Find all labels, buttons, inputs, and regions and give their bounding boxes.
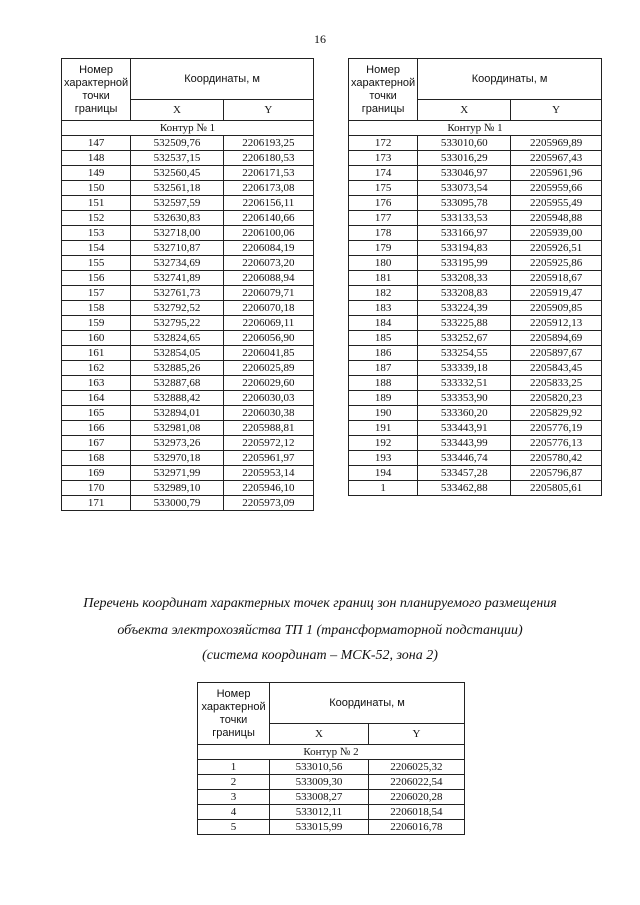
y-coordinate-cell: 2205805,61 bbox=[511, 481, 602, 496]
point-number-cell: 171 bbox=[62, 496, 131, 511]
x-coordinate-cell: 533443,99 bbox=[418, 436, 511, 451]
point-number-cell: 192 bbox=[349, 436, 418, 451]
table-row bbox=[198, 805, 465, 820]
table-row bbox=[349, 181, 602, 196]
y-coordinate-cell: 2205925,86 bbox=[511, 256, 602, 271]
x-coordinate-cell: 532970,18 bbox=[131, 451, 224, 466]
x-coordinate-cell: 533016,29 bbox=[418, 151, 511, 166]
x-coordinate-cell: 533446,74 bbox=[418, 451, 511, 466]
point-number-cell: 151 bbox=[62, 196, 131, 211]
point-number-cell: 183 bbox=[349, 301, 418, 316]
y-coordinate-cell: 2205953,14 bbox=[223, 466, 313, 481]
header-x: X bbox=[418, 100, 511, 121]
coordinates-table-left bbox=[61, 58, 314, 511]
point-number-cell: 153 bbox=[62, 226, 131, 241]
table-row bbox=[349, 421, 602, 436]
point-number-cell: 186 bbox=[349, 346, 418, 361]
header-coordinates: Координаты, м bbox=[418, 59, 602, 100]
x-coordinate-cell: 532854,05 bbox=[131, 346, 224, 361]
header-y: Y bbox=[223, 100, 313, 121]
x-coordinate-cell: 532710,87 bbox=[131, 241, 224, 256]
x-coordinate-cell: 533195,99 bbox=[418, 256, 511, 271]
x-coordinate-cell: 533332,51 bbox=[418, 376, 511, 391]
y-coordinate-cell: 2205796,87 bbox=[511, 466, 602, 481]
table-row bbox=[349, 211, 602, 226]
header-y: Y bbox=[511, 100, 602, 121]
x-coordinate-cell: 532537,15 bbox=[131, 151, 224, 166]
x-coordinate-cell: 533046,97 bbox=[418, 166, 511, 181]
table-row bbox=[62, 256, 314, 271]
y-coordinate-cell: 2206140,66 bbox=[223, 211, 313, 226]
x-coordinate-cell: 532792,52 bbox=[131, 301, 224, 316]
point-number-cell: 188 bbox=[349, 376, 418, 391]
table-row bbox=[349, 361, 602, 376]
y-coordinate-cell: 2205897,67 bbox=[511, 346, 602, 361]
table-row bbox=[349, 481, 602, 496]
table-row bbox=[62, 226, 314, 241]
x-coordinate-cell: 533008,27 bbox=[270, 790, 369, 805]
x-coordinate-cell: 532761,73 bbox=[131, 286, 224, 301]
y-coordinate-cell: 2205969,89 bbox=[511, 136, 602, 151]
point-number-cell: 148 bbox=[62, 151, 131, 166]
x-coordinate-cell: 533095,78 bbox=[418, 196, 511, 211]
x-coordinate-cell: 532509,76 bbox=[131, 136, 224, 151]
point-number-cell: 158 bbox=[62, 301, 131, 316]
point-number-cell: 181 bbox=[349, 271, 418, 286]
point-number-cell: 167 bbox=[62, 436, 131, 451]
x-coordinate-cell: 532560,45 bbox=[131, 166, 224, 181]
x-coordinate-cell: 533010,60 bbox=[418, 136, 511, 151]
header-point-number: Номер характерной точки границы bbox=[349, 59, 418, 121]
point-number-cell: 182 bbox=[349, 286, 418, 301]
y-coordinate-cell: 2206025,32 bbox=[368, 760, 464, 775]
y-coordinate-cell: 2206020,28 bbox=[368, 790, 464, 805]
x-coordinate-cell: 533133,53 bbox=[418, 211, 511, 226]
header-y: Y bbox=[368, 724, 464, 745]
table-row bbox=[62, 361, 314, 376]
x-coordinate-cell: 533252,67 bbox=[418, 331, 511, 346]
y-coordinate-cell: 2206069,11 bbox=[223, 316, 313, 331]
caption-line-1: Перечень координат характерных точек границ зон планируемого размещения bbox=[83, 596, 557, 611]
point-number-cell: 163 bbox=[62, 376, 131, 391]
table-row bbox=[62, 196, 314, 211]
table-row bbox=[349, 286, 602, 301]
table-row bbox=[198, 820, 465, 835]
page-number: 16 bbox=[314, 32, 326, 46]
coordinates-table-bottom bbox=[197, 682, 465, 835]
x-coordinate-cell: 532630,83 bbox=[131, 211, 224, 226]
point-number-cell: 179 bbox=[349, 241, 418, 256]
y-coordinate-cell: 2205972,12 bbox=[223, 436, 313, 451]
table-row bbox=[62, 271, 314, 286]
table-row bbox=[62, 316, 314, 331]
point-number-cell: 189 bbox=[349, 391, 418, 406]
table-row bbox=[349, 241, 602, 256]
table-row bbox=[62, 151, 314, 166]
caption-line-3: (система координат – МСК-52, зона 2) bbox=[202, 648, 438, 663]
y-coordinate-cell: 2206088,94 bbox=[223, 271, 313, 286]
table-row bbox=[62, 451, 314, 466]
y-coordinate-cell: 2205829,92 bbox=[511, 406, 602, 421]
y-coordinate-cell: 2205918,67 bbox=[511, 271, 602, 286]
y-coordinate-cell: 2205988,81 bbox=[223, 421, 313, 436]
table-row bbox=[349, 406, 602, 421]
coordinates-table-right bbox=[348, 58, 602, 496]
y-coordinate-cell: 2206070,18 bbox=[223, 301, 313, 316]
point-number-cell: 184 bbox=[349, 316, 418, 331]
x-coordinate-cell: 533208,83 bbox=[418, 286, 511, 301]
point-number-cell: 175 bbox=[349, 181, 418, 196]
y-coordinate-cell: 2205833,25 bbox=[511, 376, 602, 391]
point-number-cell: 173 bbox=[349, 151, 418, 166]
x-coordinate-cell: 532597,59 bbox=[131, 196, 224, 211]
header-coordinates: Координаты, м bbox=[131, 59, 314, 100]
y-coordinate-cell: 2206030,03 bbox=[223, 391, 313, 406]
x-coordinate-cell: 532971,99 bbox=[131, 466, 224, 481]
x-coordinate-cell: 533208,33 bbox=[418, 271, 511, 286]
y-coordinate-cell: 2205776,13 bbox=[511, 436, 602, 451]
table-row bbox=[349, 436, 602, 451]
table-row bbox=[62, 286, 314, 301]
y-coordinate-cell: 2205955,49 bbox=[511, 196, 602, 211]
x-coordinate-cell: 532741,89 bbox=[131, 271, 224, 286]
y-coordinate-cell: 2206030,38 bbox=[223, 406, 313, 421]
point-number-cell: 150 bbox=[62, 181, 131, 196]
x-coordinate-cell: 532981,08 bbox=[131, 421, 224, 436]
y-coordinate-cell: 2206025,89 bbox=[223, 361, 313, 376]
y-coordinate-cell: 2205939,00 bbox=[511, 226, 602, 241]
point-number-cell: 177 bbox=[349, 211, 418, 226]
table-row bbox=[349, 451, 602, 466]
y-coordinate-cell: 2205946,10 bbox=[223, 481, 313, 496]
x-coordinate-cell: 533224,39 bbox=[418, 301, 511, 316]
point-number-cell: 157 bbox=[62, 286, 131, 301]
point-number-cell: 170 bbox=[62, 481, 131, 496]
point-number-cell: 193 bbox=[349, 451, 418, 466]
point-number-cell: 172 bbox=[349, 136, 418, 151]
x-coordinate-cell: 533457,28 bbox=[418, 466, 511, 481]
x-coordinate-cell: 533353,90 bbox=[418, 391, 511, 406]
x-coordinate-cell: 532718,00 bbox=[131, 226, 224, 241]
y-coordinate-cell: 2206084,19 bbox=[223, 241, 313, 256]
table-row bbox=[349, 346, 602, 361]
x-coordinate-cell: 533339,18 bbox=[418, 361, 511, 376]
y-coordinate-cell: 2206041,85 bbox=[223, 346, 313, 361]
x-coordinate-cell: 533462,88 bbox=[418, 481, 511, 496]
table-row bbox=[198, 790, 465, 805]
y-coordinate-cell: 2206193,25 bbox=[223, 136, 313, 151]
y-coordinate-cell: 2205919,47 bbox=[511, 286, 602, 301]
point-number-cell: 149 bbox=[62, 166, 131, 181]
y-coordinate-cell: 2206173,08 bbox=[223, 181, 313, 196]
point-number-cell: 2 bbox=[198, 775, 270, 790]
y-coordinate-cell: 2206018,54 bbox=[368, 805, 464, 820]
point-number-cell: 164 bbox=[62, 391, 131, 406]
point-number-cell: 185 bbox=[349, 331, 418, 346]
x-coordinate-cell: 533194,83 bbox=[418, 241, 511, 256]
header-point-number: Номер характерной точки границы bbox=[62, 59, 131, 121]
x-coordinate-cell: 533015,99 bbox=[270, 820, 369, 835]
point-number-cell: 1 bbox=[198, 760, 270, 775]
x-coordinate-cell: 532888,42 bbox=[131, 391, 224, 406]
point-number-cell: 168 bbox=[62, 451, 131, 466]
y-coordinate-cell: 2205973,09 bbox=[223, 496, 313, 511]
header-x: X bbox=[131, 100, 224, 121]
point-number-cell: 3 bbox=[198, 790, 270, 805]
y-coordinate-cell: 2205820,23 bbox=[511, 391, 602, 406]
y-coordinate-cell: 2205948,88 bbox=[511, 211, 602, 226]
table-row bbox=[62, 406, 314, 421]
x-coordinate-cell: 532887,68 bbox=[131, 376, 224, 391]
table-row bbox=[349, 466, 602, 481]
x-coordinate-cell: 533012,11 bbox=[270, 805, 369, 820]
table-row bbox=[62, 481, 314, 496]
point-number-cell: 155 bbox=[62, 256, 131, 271]
table-row bbox=[198, 760, 465, 775]
header-coordinates: Координаты, м bbox=[270, 683, 465, 724]
point-number-cell: 147 bbox=[62, 136, 131, 151]
table-row bbox=[62, 346, 314, 361]
point-number-cell: 5 bbox=[198, 820, 270, 835]
table-row bbox=[62, 241, 314, 256]
x-coordinate-cell: 533010,56 bbox=[270, 760, 369, 775]
table-row bbox=[62, 211, 314, 226]
table-row bbox=[62, 496, 314, 511]
y-coordinate-cell: 2206079,71 bbox=[223, 286, 313, 301]
table-row bbox=[62, 181, 314, 196]
x-coordinate-cell: 533254,55 bbox=[418, 346, 511, 361]
table-row bbox=[349, 226, 602, 241]
table-row bbox=[349, 166, 602, 181]
table-row bbox=[62, 466, 314, 481]
table-row bbox=[62, 166, 314, 181]
point-number-cell: 154 bbox=[62, 241, 131, 256]
table-row bbox=[62, 376, 314, 391]
y-coordinate-cell: 2206180,53 bbox=[223, 151, 313, 166]
point-number-cell: 162 bbox=[62, 361, 131, 376]
x-coordinate-cell: 533073,54 bbox=[418, 181, 511, 196]
y-coordinate-cell: 2206029,60 bbox=[223, 376, 313, 391]
y-coordinate-cell: 2206100,06 bbox=[223, 226, 313, 241]
y-coordinate-cell: 2205776,19 bbox=[511, 421, 602, 436]
point-number-cell: 159 bbox=[62, 316, 131, 331]
table-row bbox=[349, 301, 602, 316]
point-number-cell: 152 bbox=[62, 211, 131, 226]
table-row bbox=[62, 391, 314, 406]
point-number-cell: 160 bbox=[62, 331, 131, 346]
x-coordinate-cell: 532885,26 bbox=[131, 361, 224, 376]
table-row bbox=[349, 196, 602, 211]
y-coordinate-cell: 2205959,66 bbox=[511, 181, 602, 196]
point-number-cell: 174 bbox=[349, 166, 418, 181]
y-coordinate-cell: 2205967,43 bbox=[511, 151, 602, 166]
y-coordinate-cell: 2205961,96 bbox=[511, 166, 602, 181]
header-x: X bbox=[270, 724, 369, 745]
header-point-number: Номер характерной точки границы bbox=[198, 683, 270, 745]
caption-line-2: объекта электрохозяйства ТП 1 (трансформаторной подстанции) bbox=[117, 623, 523, 638]
table-row bbox=[349, 391, 602, 406]
x-coordinate-cell: 533009,30 bbox=[270, 775, 369, 790]
y-coordinate-cell: 2205961,97 bbox=[223, 451, 313, 466]
table-row bbox=[62, 331, 314, 346]
table-row bbox=[349, 271, 602, 286]
y-coordinate-cell: 2206016,78 bbox=[368, 820, 464, 835]
y-coordinate-cell: 2205843,45 bbox=[511, 361, 602, 376]
x-coordinate-cell: 532824,65 bbox=[131, 331, 224, 346]
x-coordinate-cell: 533000,79 bbox=[131, 496, 224, 511]
y-coordinate-cell: 2206156,11 bbox=[223, 196, 313, 211]
point-number-cell: 187 bbox=[349, 361, 418, 376]
y-coordinate-cell: 2205926,51 bbox=[511, 241, 602, 256]
point-number-cell: 180 bbox=[349, 256, 418, 271]
y-coordinate-cell: 2206171,53 bbox=[223, 166, 313, 181]
table-row bbox=[349, 376, 602, 391]
table-row bbox=[62, 421, 314, 436]
table-row bbox=[62, 301, 314, 316]
y-coordinate-cell: 2206056,90 bbox=[223, 331, 313, 346]
point-number-cell: 190 bbox=[349, 406, 418, 421]
contour-label: Контур № 1 bbox=[349, 121, 602, 136]
x-coordinate-cell: 533166,97 bbox=[418, 226, 511, 241]
point-number-cell: 194 bbox=[349, 466, 418, 481]
x-coordinate-cell: 533360,20 bbox=[418, 406, 511, 421]
point-number-cell: 4 bbox=[198, 805, 270, 820]
point-number-cell: 156 bbox=[62, 271, 131, 286]
table-row bbox=[349, 151, 602, 166]
point-number-cell: 166 bbox=[62, 421, 131, 436]
x-coordinate-cell: 533443,91 bbox=[418, 421, 511, 436]
y-coordinate-cell: 2206022,54 bbox=[368, 775, 464, 790]
table-row bbox=[349, 256, 602, 271]
y-coordinate-cell: 2205909,85 bbox=[511, 301, 602, 316]
point-number-cell: 165 bbox=[62, 406, 131, 421]
contour-label: Контур № 1 bbox=[62, 121, 314, 136]
x-coordinate-cell: 532989,10 bbox=[131, 481, 224, 496]
y-coordinate-cell: 2206073,20 bbox=[223, 256, 313, 271]
table-row bbox=[349, 136, 602, 151]
table-row bbox=[349, 331, 602, 346]
point-number-cell: 161 bbox=[62, 346, 131, 361]
table-row bbox=[198, 775, 465, 790]
point-number-cell: 178 bbox=[349, 226, 418, 241]
point-number-cell: 1 bbox=[349, 481, 418, 496]
x-coordinate-cell: 532734,69 bbox=[131, 256, 224, 271]
table-row bbox=[349, 316, 602, 331]
y-coordinate-cell: 2205912,13 bbox=[511, 316, 602, 331]
point-number-cell: 169 bbox=[62, 466, 131, 481]
point-number-cell: 176 bbox=[349, 196, 418, 211]
contour-label: Контур № 2 bbox=[198, 745, 465, 760]
x-coordinate-cell: 532894,01 bbox=[131, 406, 224, 421]
x-coordinate-cell: 532561,18 bbox=[131, 181, 224, 196]
table-row bbox=[62, 136, 314, 151]
x-coordinate-cell: 532795,22 bbox=[131, 316, 224, 331]
table-row bbox=[62, 436, 314, 451]
y-coordinate-cell: 2205780,42 bbox=[511, 451, 602, 466]
point-number-cell: 191 bbox=[349, 421, 418, 436]
x-coordinate-cell: 533225,88 bbox=[418, 316, 511, 331]
x-coordinate-cell: 532973,26 bbox=[131, 436, 224, 451]
y-coordinate-cell: 2205894,69 bbox=[511, 331, 602, 346]
